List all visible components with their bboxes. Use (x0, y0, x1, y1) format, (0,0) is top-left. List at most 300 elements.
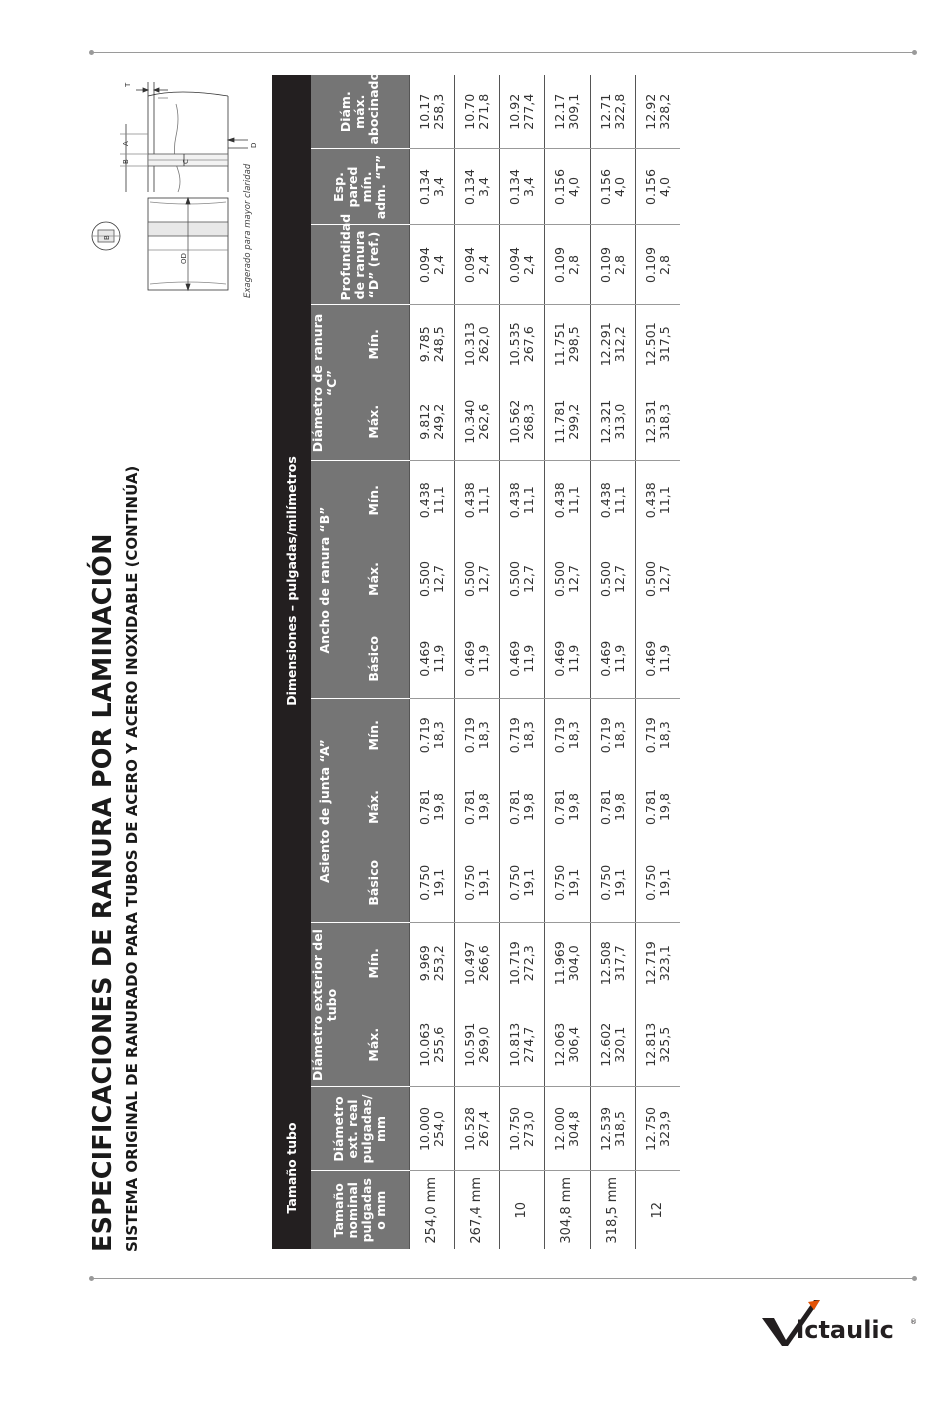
cell-t (409, 149, 454, 225)
value-inches: 0.750 (507, 864, 523, 901)
col-nominal-size: Tamaño nominal pulgadas o mm (311, 1171, 409, 1249)
label-b: B (122, 159, 130, 164)
cell-b-basic (500, 619, 545, 699)
col-max-flare: Diám. máx. abocinado (311, 75, 409, 149)
value-mm: 299,2 (566, 403, 582, 440)
logo-registered: ® (910, 1318, 917, 1326)
value-mm: 19,8 (611, 792, 627, 822)
value-inches: 10.562 (507, 399, 523, 444)
cell-flare (635, 75, 680, 149)
value-mm: 266,6 (475, 945, 491, 982)
sub-header-max: Máx. (339, 383, 409, 461)
cell-a-min (409, 699, 454, 771)
value-inches: 0.781 (597, 788, 613, 826)
sub-header-min: Mín. (339, 923, 409, 1003)
value-mm: 18,3 (566, 721, 582, 750)
cell-b-basic (545, 619, 590, 699)
cell-actual (590, 1087, 635, 1171)
value-mm: 11,9 (475, 644, 491, 673)
cell-t (590, 149, 635, 225)
value-inches: 10.528 (461, 1106, 477, 1152)
label-od: OD (180, 253, 188, 264)
cell-a-max (500, 771, 545, 843)
cell-od-max (409, 1003, 454, 1087)
value-inches: 12.719 (642, 941, 658, 986)
groove-diagram (88, 74, 268, 298)
cell-a-max (590, 771, 635, 843)
cell-a-basic (635, 843, 680, 923)
value-inches: 0.109 (552, 246, 568, 284)
value-inches: 0.134 (416, 168, 432, 206)
label-d: D (250, 142, 258, 148)
spec-table (272, 71, 680, 1249)
value-mm: 273,0 (521, 1110, 537, 1148)
group-dimensions: Dimensiones – pulgadas/milímetros (272, 75, 311, 1087)
value-inches: 0.156 (642, 168, 658, 206)
value-mm: 254,0 (430, 1110, 446, 1148)
value-inches: 9.812 (416, 403, 432, 440)
value-inches: 10.70 (461, 93, 477, 130)
cell-od-min (635, 923, 680, 1003)
value-mm: 3,4 (430, 176, 446, 198)
value-inches: 9.969 (416, 945, 432, 982)
value-inches: 12.291 (597, 322, 613, 367)
value-inches: 0.134 (461, 168, 477, 206)
value-mm: 11,1 (521, 486, 537, 515)
value-inches: 10.813 (507, 1022, 523, 1067)
cell-a-min (545, 699, 590, 771)
value-mm: 18,3 (430, 721, 446, 750)
sub-header-basic: Básico (339, 843, 409, 923)
col-groove-depth: Profundidad de ranura “D” (ref.) (311, 225, 409, 305)
cell-a-basic (500, 843, 545, 923)
value-inches: 10.340 (461, 399, 477, 444)
value-mm: 18,3 (521, 721, 537, 750)
cell-d (409, 225, 454, 305)
value-mm: 274,7 (521, 1026, 537, 1063)
cell-flare (545, 75, 590, 149)
value-mm: 19,8 (475, 792, 491, 822)
cell-b-max (500, 539, 545, 619)
cell-a-basic (545, 843, 590, 923)
value-mm: 255,6 (430, 1026, 446, 1063)
cell-b-basic (635, 619, 680, 699)
value-inches: 0.156 (597, 168, 613, 206)
value-mm: 262,6 (475, 403, 491, 440)
value-mm: 12,7 (430, 564, 446, 594)
value-mm: 19,8 (521, 792, 537, 822)
cell-d (454, 225, 499, 305)
cell-c-min (409, 305, 454, 383)
value-mm: 2,4 (521, 254, 537, 276)
spec-table-wrapper (272, 71, 680, 1249)
value-mm: 19,1 (521, 868, 537, 897)
value-mm: 325,5 (656, 1026, 672, 1063)
value-mm: 11,1 (430, 486, 446, 515)
value-inches: 0.109 (597, 246, 613, 284)
value-inches: 0.438 (552, 482, 568, 519)
value-inches: 0.156 (552, 168, 568, 206)
cell-od-min (454, 923, 499, 1003)
cell-a-basic (409, 843, 454, 923)
value-mm: 12,7 (611, 564, 627, 594)
value-inches: 0.500 (461, 560, 477, 598)
cell-c-min (635, 305, 680, 383)
cell-t (454, 149, 499, 225)
value-inches: 0.438 (507, 482, 523, 519)
value-inches: 0.469 (507, 640, 523, 677)
value-inches: 0.134 (507, 168, 523, 206)
cell-b-min (409, 461, 454, 539)
cell-c-max (635, 383, 680, 461)
group-pipe-size: Tamaño tubo (272, 1087, 311, 1249)
value-mm: 19,8 (566, 792, 582, 822)
cell-a-max (454, 771, 499, 843)
value-mm: 268,3 (521, 403, 537, 440)
value-inches: 12.71 (597, 93, 613, 130)
value-mm: 320,1 (611, 1026, 627, 1063)
value-inches: 0.719 (642, 717, 658, 754)
cell-c-min (454, 305, 499, 383)
value-mm: 11,9 (430, 644, 446, 673)
value-inches: 0.500 (416, 560, 432, 598)
cell-b-max (635, 539, 680, 619)
value-mm: 304,0 (566, 945, 582, 982)
value-mm: 2,8 (566, 254, 582, 276)
value-inches: 12.063 (552, 1022, 568, 1067)
value-mm: 11,1 (475, 486, 491, 515)
cell-b-min (590, 461, 635, 539)
cell-od-min (409, 923, 454, 1003)
value-mm: 272,3 (521, 945, 537, 982)
label-t: T (124, 82, 132, 87)
cell-b-basic (409, 619, 454, 699)
value-mm: 12,7 (521, 564, 537, 594)
value-mm: 12,7 (656, 564, 672, 594)
table-row (545, 75, 590, 1249)
cell-b-min (545, 461, 590, 539)
table-row (454, 75, 499, 1249)
value-inches: 12.531 (642, 399, 658, 444)
victaulic-logo (760, 1296, 920, 1348)
cell-c-min (590, 305, 635, 383)
top-divider (92, 52, 914, 53)
cell-nominal-size: 12 (635, 1171, 680, 1249)
value-inches: 11.781 (552, 399, 568, 444)
cell-od-min (500, 923, 545, 1003)
value-mm: 3,4 (521, 176, 537, 198)
bottom-divider (92, 1278, 914, 1279)
value-inches: 12.539 (597, 1106, 613, 1152)
value-inches: 0.438 (642, 482, 658, 519)
value-inches: 0.094 (416, 246, 432, 284)
value-inches: 0.781 (642, 788, 658, 826)
value-inches: 12.602 (597, 1022, 613, 1067)
value-inches: 0.438 (416, 482, 432, 519)
value-inches: 0.469 (552, 640, 568, 677)
value-inches: 0.750 (416, 864, 432, 901)
table-row (590, 75, 635, 1249)
title-block (86, 465, 166, 1252)
cell-t (635, 149, 680, 225)
cell-b-max (409, 539, 454, 619)
sub-header-min: Mín. (339, 305, 409, 383)
value-inches: 0.781 (552, 788, 568, 826)
value-inches: 0.719 (552, 717, 568, 754)
cell-c-max (500, 383, 545, 461)
table-body (409, 75, 680, 1249)
sub-header-max: Máx. (339, 771, 409, 843)
cell-b-max (545, 539, 590, 619)
value-inches: 0.750 (597, 864, 613, 901)
sub-header-min: Mín. (339, 461, 409, 539)
value-mm: 249,2 (430, 403, 446, 440)
value-inches: 0.719 (416, 717, 432, 754)
cell-d (545, 225, 590, 305)
value-inches: 0.750 (552, 864, 568, 901)
value-mm: 318,5 (611, 1110, 627, 1148)
value-mm: 18,3 (475, 721, 491, 750)
diagram-caption: Exagerado para mayor claridad (243, 163, 253, 298)
cell-od-max (454, 1003, 499, 1087)
value-mm: 11,9 (566, 644, 582, 673)
value-inches: 9.785 (416, 326, 432, 363)
cell-c-min (500, 305, 545, 383)
value-inches: 10.719 (507, 941, 523, 986)
value-mm: 19,8 (656, 792, 672, 822)
cell-a-min (635, 699, 680, 771)
cell-od-max (500, 1003, 545, 1087)
cell-c-max (409, 383, 454, 461)
table-row (409, 75, 454, 1249)
value-mm: 248,5 (430, 326, 446, 363)
sub-header-basic: Básico (339, 619, 409, 699)
value-mm: 4,0 (566, 176, 582, 198)
cell-actual (545, 1087, 590, 1171)
cell-nominal-size: 254,0 mm (409, 1171, 454, 1249)
cell-c-max (454, 383, 499, 461)
value-mm: 313,0 (611, 403, 627, 440)
cell-od-max (545, 1003, 590, 1087)
sub-header-max: Máx. (339, 1003, 409, 1087)
cell-od-max (590, 1003, 635, 1087)
col-groove-diameter: Diámetro de ranura “C” (311, 305, 339, 461)
cell-c-max (590, 383, 635, 461)
page-subtitle: SISTEMA ORIGINAL DE RANURADO PARA TUBOS DE ACERO Y ACERO INOXIDABLE (CONTINÚA) (123, 465, 141, 1252)
value-inches: 0.469 (642, 640, 658, 677)
cell-od-min (590, 923, 635, 1003)
table-row (500, 75, 545, 1249)
value-mm: 312,2 (611, 326, 627, 363)
value-mm: 11,1 (611, 486, 627, 515)
cell-flare (454, 75, 499, 149)
cell-actual (500, 1087, 545, 1171)
value-inches: 12.508 (597, 941, 613, 986)
value-mm: 11,1 (566, 486, 582, 515)
page-title: ESPECIFICACIONES DE RANURA POR LAMINACIÓN (88, 533, 118, 1252)
value-inches: 0.719 (507, 717, 523, 754)
sub-header-max: Máx. (339, 539, 409, 619)
table-row (635, 75, 680, 1249)
sub-header-min: Mín. (339, 699, 409, 771)
cell-a-max (409, 771, 454, 843)
value-inches: 12.501 (642, 322, 658, 367)
value-mm: 2,8 (656, 254, 672, 276)
col-pipe-od: Diámetro exterior del tubo (311, 923, 339, 1087)
value-inches: 0.109 (642, 246, 658, 284)
value-mm: 267,4 (475, 1110, 491, 1148)
value-inches: 0.750 (461, 864, 477, 901)
value-mm: 11,1 (656, 486, 672, 515)
cell-actual (635, 1087, 680, 1171)
cell-od-max (635, 1003, 680, 1087)
cell-flare (500, 75, 545, 149)
value-inches: 10.313 (461, 322, 477, 367)
value-inches: 12.813 (642, 1022, 658, 1067)
value-mm: 317,7 (611, 945, 627, 982)
cell-b-max (454, 539, 499, 619)
value-inches: 12.000 (552, 1106, 568, 1152)
col-gasket-seat: Asiento de junta “A” (311, 699, 339, 923)
cell-od-min (545, 923, 590, 1003)
cell-flare (590, 75, 635, 149)
value-inches: 10.497 (461, 941, 477, 986)
value-inches: 0.094 (507, 246, 523, 284)
value-inches: 0.094 (461, 246, 477, 284)
value-mm: 306,4 (566, 1026, 582, 1063)
value-inches: 11.969 (552, 941, 568, 986)
value-mm: 258,3 (430, 93, 446, 130)
value-inches: 10.750 (507, 1106, 523, 1152)
cell-b-min (454, 461, 499, 539)
cell-nominal-size: 318,5 mm (590, 1171, 635, 1249)
value-inches: 10.92 (507, 93, 523, 130)
cell-b-basic (590, 619, 635, 699)
value-mm: 2,8 (611, 254, 627, 276)
cell-b-min (635, 461, 680, 539)
value-inches: 10.063 (416, 1022, 432, 1067)
cell-a-min (590, 699, 635, 771)
value-mm: 271,8 (475, 93, 491, 130)
value-mm: 19,1 (566, 868, 582, 897)
value-mm: 19,1 (430, 868, 446, 897)
value-mm: 253,2 (430, 945, 446, 982)
cell-c-max (545, 383, 590, 461)
value-inches: 0.500 (642, 560, 658, 598)
value-mm: 19,8 (430, 792, 446, 822)
cell-a-basic (590, 843, 635, 923)
value-inches: 12.321 (597, 399, 613, 444)
value-inches: 0.469 (461, 640, 477, 677)
cell-a-basic (454, 843, 499, 923)
value-inches: 12.750 (642, 1106, 658, 1152)
label-a: A (122, 141, 130, 146)
value-mm: 11,9 (611, 644, 627, 673)
value-mm: 323,1 (656, 945, 672, 982)
value-mm: 4,0 (611, 176, 627, 198)
cell-d (635, 225, 680, 305)
value-mm: 18,3 (656, 721, 672, 750)
value-mm: 298,5 (566, 326, 582, 363)
cell-nominal-size: 304,8 mm (545, 1171, 590, 1249)
value-inches: 0.781 (461, 788, 477, 826)
value-inches: 0.469 (416, 640, 432, 677)
value-inches: 10.535 (507, 322, 523, 367)
value-inches: 0.719 (461, 717, 477, 754)
value-mm: 2,4 (475, 254, 491, 276)
value-inches: 12.17 (552, 93, 568, 130)
cell-a-max (635, 771, 680, 843)
value-inches: 0.438 (461, 482, 477, 519)
value-mm: 11,9 (656, 644, 672, 673)
value-inches: 11.751 (552, 322, 568, 367)
col-min-wall: Esp. pared mín. adm. “T” (311, 149, 409, 225)
value-mm: 19,1 (475, 868, 491, 897)
cell-a-min (500, 699, 545, 771)
cell-a-min (454, 699, 499, 771)
value-mm: 12,7 (566, 564, 582, 594)
cell-t (500, 149, 545, 225)
value-mm: 4,0 (656, 176, 672, 198)
value-inches: 0.500 (597, 560, 613, 598)
value-inches: 0.781 (416, 788, 432, 826)
value-inches: 0.500 (552, 560, 568, 598)
cell-d (500, 225, 545, 305)
cell-nominal-size: 10 (500, 1171, 545, 1249)
cell-t (545, 149, 590, 225)
cell-b-max (590, 539, 635, 619)
value-mm: 318,3 (656, 403, 672, 440)
label-c: C (182, 159, 190, 164)
label-b-detail: B (103, 235, 111, 240)
col-groove-width: Ancho de ranura “B” (311, 461, 339, 699)
value-mm: 328,2 (656, 93, 672, 130)
value-mm: 2,4 (430, 254, 446, 276)
value-inches: 12.92 (642, 93, 658, 130)
cell-a-max (545, 771, 590, 843)
value-mm: 19,1 (656, 868, 672, 897)
cell-nominal-size: 267,4 mm (454, 1171, 499, 1249)
value-mm: 267,6 (521, 326, 537, 363)
value-inches: 10.17 (416, 93, 432, 130)
value-inches: 10.591 (461, 1022, 477, 1067)
cell-actual (454, 1087, 499, 1171)
cell-b-basic (454, 619, 499, 699)
value-inches: 0.500 (507, 560, 523, 598)
cell-actual (409, 1087, 454, 1171)
cell-d (590, 225, 635, 305)
value-inches: 0.781 (507, 788, 523, 826)
value-mm: 12,7 (475, 564, 491, 594)
value-mm: 309,1 (566, 93, 582, 130)
cell-flare (409, 75, 454, 149)
logo-text: ictaulic (796, 1316, 894, 1344)
value-mm: 317,5 (656, 326, 672, 363)
value-mm: 3,4 (475, 176, 491, 198)
value-mm: 18,3 (611, 721, 627, 750)
value-inches: 0.469 (597, 640, 613, 677)
col-actual-od: Diámetro ext. real pulgadas/ mm (311, 1087, 409, 1171)
value-mm: 277,4 (521, 93, 537, 130)
value-mm: 322,8 (611, 93, 627, 130)
value-inches: 0.438 (597, 482, 613, 519)
value-mm: 269,0 (475, 1026, 491, 1063)
value-mm: 304,8 (566, 1110, 582, 1148)
value-mm: 262,0 (475, 326, 491, 363)
value-mm: 323,9 (656, 1110, 672, 1148)
cell-b-min (500, 461, 545, 539)
value-mm: 11,9 (521, 644, 537, 673)
